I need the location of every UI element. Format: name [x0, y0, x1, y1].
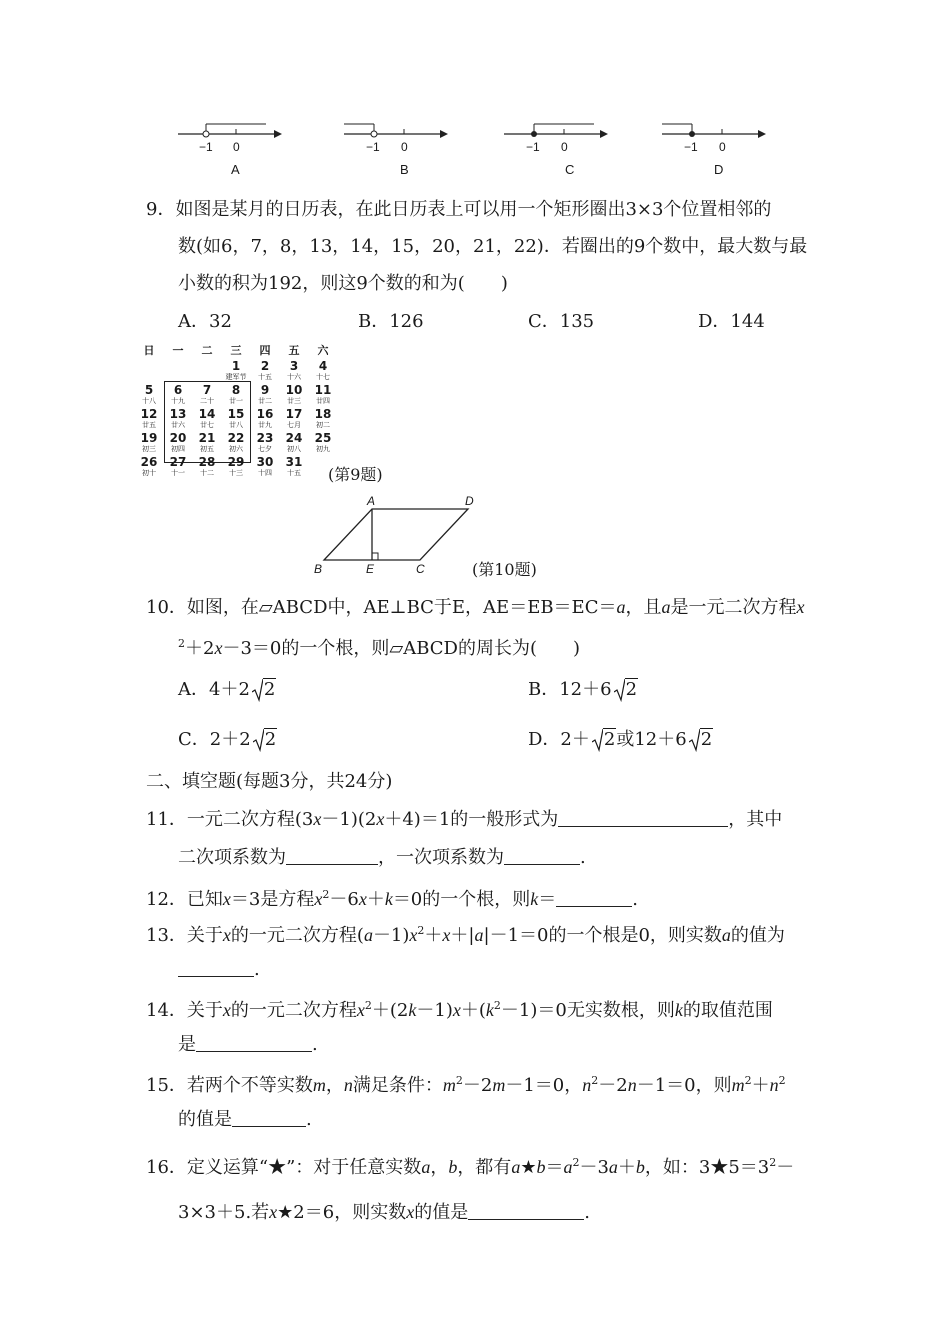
q9-option-d[interactable]: D．144: [698, 311, 765, 332]
q14-var: x: [356, 1000, 365, 1020]
calendar-weekday-header: 五: [288, 344, 300, 357]
sqrt-symbol: [689, 729, 713, 751]
calendar-day: 20: [169, 431, 187, 445]
q10-option-a-text: A．4＋2: [178, 679, 250, 700]
q11-text: ，其中: [728, 809, 783, 830]
calendar-lunar-date: 初四: [171, 445, 185, 453]
q15-var: m: [492, 1075, 506, 1095]
q12-text: .: [632, 889, 638, 910]
q11-text: －1)(2: [321, 809, 377, 830]
q14-text: .: [312, 1034, 318, 1055]
calendar-day: 13: [169, 407, 187, 421]
q14-text: ＋(: [460, 1000, 486, 1021]
q10-text-1: 如图，在▱ABCD中，AE⊥BC于E，AE＝EB＝EC＝: [186, 597, 617, 618]
q9-line2: 数(如6，7，8，13，14，15，20，21，22)．若圈出的9个数中，最大数与最: [178, 236, 808, 257]
q15-exp: 2: [591, 1074, 599, 1087]
q11-text: ，一次项系数为: [378, 847, 504, 868]
calendar-lunar-date: 廿一: [229, 397, 243, 405]
q11-answer-blank-quadratic-coef[interactable]: [286, 846, 378, 865]
q14-var: x: [452, 1000, 461, 1020]
q16-text: ，: [430, 1157, 449, 1178]
q15-var: n: [343, 1075, 353, 1095]
sqrt-symbol: [592, 729, 616, 751]
calendar-lunar-date: 十七: [316, 373, 330, 381]
q16-var: a: [421, 1157, 431, 1177]
calendar-lunar-date: 廿六: [171, 421, 185, 429]
q11-var: x: [313, 809, 322, 829]
numberline-a: [170, 118, 290, 178]
q15-text: －2: [462, 1075, 493, 1096]
q11-answer-blank-general-form[interactable]: [558, 808, 728, 827]
calendar-weekday-header: 四: [259, 344, 271, 357]
q13-text: 13．关于: [146, 925, 223, 946]
calendar-lunar-date: 初二: [316, 421, 330, 429]
q11-var: x: [376, 809, 385, 829]
calendar-figure: [135, 340, 335, 480]
q16-text: ，如：3★5＝3: [644, 1157, 770, 1178]
q16-exp: 2: [572, 1156, 580, 1169]
q10-option-a[interactable]: [178, 679, 276, 701]
q10-option-d-text: D．2＋: [528, 729, 590, 750]
q14-text: 14．关于: [146, 1000, 223, 1021]
calendar-day: 22: [227, 431, 245, 445]
parallelogram-figure: [310, 495, 480, 580]
q15-text: 15．若两个不等实数: [146, 1075, 313, 1096]
q13-var: x: [222, 925, 231, 945]
q12-text: －6: [329, 889, 359, 910]
q16-text: ＋: [617, 1157, 636, 1178]
numberline-b-caption: B: [400, 162, 409, 177]
calendar-day: 6: [173, 383, 183, 397]
calendar-day: 8: [231, 383, 241, 397]
numberline-d-neg-label: −1: [684, 140, 698, 154]
q9-option-b[interactable]: B．126: [358, 311, 424, 332]
q10-var-x2: x: [214, 638, 223, 658]
q13-text: ＋: [424, 925, 443, 946]
calendar-weekday-header: 日: [143, 344, 155, 357]
q13-text: 的一元二次方程(: [230, 925, 364, 946]
calendar-day: 31: [285, 455, 303, 469]
q13-text: ＋|: [450, 925, 475, 946]
calendar-lunar-date: 十三: [229, 469, 243, 477]
calendar-lunar-date: 七月: [287, 421, 301, 429]
calendar-day: 14: [198, 407, 216, 421]
calendar-lunar-date: 二十: [200, 397, 214, 405]
q12-var: k: [530, 889, 539, 909]
q14-text: 是: [178, 1034, 196, 1055]
q13-var: x: [442, 925, 451, 945]
calendar-lunar-date: 十四: [258, 469, 272, 477]
q14-text: －1)＝0无实数根，则: [500, 1000, 675, 1021]
q10-option-d-radicand2: 2: [700, 729, 713, 750]
vertex-e-label: E: [366, 562, 375, 576]
q16-text: .: [584, 1202, 590, 1223]
q16-answer-blank[interactable]: [468, 1201, 584, 1220]
calendar-day: 28: [198, 455, 216, 469]
q15-var: m: [731, 1075, 745, 1095]
q10-text-5: －3＝0的一个根，则▱ABCD的周长为( ): [222, 638, 581, 659]
q16-line1: [146, 1152, 794, 1179]
calendar-day: 21: [198, 431, 216, 445]
calendar-lunar-date: 初九: [316, 445, 330, 453]
q16-text: 16．定义运算“★”：对于任意实数: [146, 1157, 422, 1178]
q13-text: .: [254, 959, 260, 980]
q15-text: －2: [598, 1075, 628, 1096]
q10-option-d-radicand: 2: [603, 729, 616, 750]
q16-text: 的值是: [414, 1202, 469, 1223]
q10-var-x: x: [796, 597, 805, 617]
q13-var: x: [409, 925, 418, 945]
q11-line2: [178, 846, 586, 869]
q14-var: x: [222, 1000, 231, 1020]
calendar-day: 5: [144, 383, 154, 397]
q14-line2: [178, 1033, 318, 1056]
q12-line1: [146, 884, 638, 911]
q15-var: n: [627, 1075, 637, 1095]
calendar-day: 9: [260, 383, 270, 397]
q15-var: m: [312, 1075, 326, 1095]
q10-option-c-radicand: 2: [264, 729, 277, 750]
q16-var: a: [563, 1157, 573, 1177]
q10-option-b-radicand: 2: [625, 679, 638, 700]
q11-text: 11．一元二次方程(3: [146, 809, 314, 830]
q12-text: ＝: [538, 889, 557, 910]
calendar-lunar-date: 十八: [142, 397, 156, 405]
numberline-c-neg-label: −1: [526, 140, 540, 154]
q12-var: x: [358, 889, 367, 909]
sqrt-symbol: [252, 679, 276, 701]
q11-text: .: [580, 847, 586, 868]
q13-line2: [178, 958, 260, 981]
q12-text: 12．已知: [146, 889, 223, 910]
q15-line2: [178, 1108, 312, 1131]
q10-line1: [146, 596, 804, 619]
calendar-lunar-date: 十六: [287, 373, 301, 381]
q16-text: 3×3＋5.若: [178, 1202, 270, 1223]
q13-var: a: [363, 925, 373, 945]
q10-option-b-text: B．12＋6: [528, 679, 612, 700]
q10-option-b[interactable]: [528, 679, 638, 701]
sqrt-symbol: [614, 679, 638, 701]
calendar-lunar-date: 十二: [200, 469, 214, 477]
q14-var: k: [485, 1000, 494, 1020]
q14-var: k: [674, 1000, 683, 1020]
q13-var: a: [721, 925, 731, 945]
q10-text-2: ，且: [625, 597, 662, 618]
calendar-lunar-date: 初五: [200, 445, 214, 453]
calendar-day: 19: [140, 431, 158, 445]
q14-exp: 2: [364, 999, 372, 1012]
numberline-c-caption: C: [565, 162, 575, 177]
calendar-day: 18: [314, 407, 332, 421]
q9-option-a[interactable]: A．32: [178, 311, 232, 332]
q15-text: ，: [325, 1075, 344, 1096]
q10-number: 10．: [146, 597, 187, 618]
q15-var: n: [769, 1075, 779, 1095]
q11-text: ＋4)＝1的一般形式为: [384, 809, 559, 830]
q14-answer-blank[interactable]: [196, 1033, 312, 1052]
q14-exp: 2: [493, 999, 501, 1012]
calendar-lunar-date: 廿九: [258, 421, 272, 429]
vertex-c-label: C: [416, 562, 425, 576]
calendar-day: 29: [227, 455, 245, 469]
calendar-weekday-header: 一: [172, 344, 184, 357]
q15-exp: 2: [455, 1074, 463, 1087]
q10-caption: (第10题): [472, 560, 537, 579]
numberline-c: [500, 118, 620, 178]
calendar-day: 16: [256, 407, 274, 421]
q16-text: ★: [520, 1157, 537, 1178]
calendar-lunar-date: 初十: [142, 469, 156, 477]
q11-text: 二次项系数为: [178, 847, 286, 868]
q13-answer-blank[interactable]: [178, 958, 254, 977]
numberline-a-caption: A: [231, 162, 240, 177]
calendar-day: 7: [202, 383, 212, 397]
q12-answer-blank[interactable]: [556, 888, 632, 907]
q16-text: －3: [579, 1157, 609, 1178]
q9-line1: 9．如图是某月的日历表，在此日历表上可以用一个矩形圈出3×3个位置相邻的: [146, 199, 772, 220]
q13-exp: 2: [417, 924, 425, 937]
calendar-day: 10: [285, 383, 303, 397]
q15-var: n: [582, 1075, 592, 1095]
numberline-a-neg-label: −1: [199, 140, 213, 154]
numberline-c-zero-label: 0: [561, 140, 568, 154]
q15-text: .: [306, 1109, 312, 1130]
q15-text: －1＝0，: [505, 1075, 583, 1096]
q10-text-4: ＋2: [185, 638, 215, 659]
q15-var: m: [442, 1075, 456, 1095]
calendar-lunar-date: 初三: [142, 445, 156, 453]
q16-text: ＝: [545, 1157, 564, 1178]
q13-line1: [146, 920, 785, 947]
section-heading: 二、填空题(每题3分，共24分): [146, 771, 393, 792]
q10-option-d[interactable]: [528, 729, 713, 751]
q16-var: b: [536, 1157, 546, 1177]
calendar-lunar-date: 廿二: [258, 397, 272, 405]
calendar-lunar-date: 建军节: [225, 373, 247, 381]
numberline-a-zero-label: 0: [233, 140, 240, 154]
numberline-d-caption: D: [714, 162, 724, 177]
calendar-lunar-date: 十一: [171, 469, 185, 477]
calendar-lunar-date: 十五: [258, 373, 272, 381]
calendar-lunar-date: 廿七: [200, 421, 214, 429]
q16-text: ★2＝6，则实数: [277, 1202, 407, 1223]
sqrt-symbol: [253, 729, 277, 751]
calendar-day: 15: [227, 407, 245, 421]
q15-exp: 2: [778, 1074, 786, 1087]
calendar-day: 1: [231, 359, 241, 373]
q16-var: x: [269, 1202, 278, 1222]
q14-text: －1): [416, 1000, 453, 1021]
calendar-day: 3: [289, 359, 299, 373]
calendar-day: 26: [140, 455, 158, 469]
calendar-day: 27: [169, 455, 187, 469]
q10-text-3: 是一元二次方程: [670, 597, 797, 618]
q16-text: ，都有: [457, 1157, 512, 1178]
q16-var: b: [448, 1157, 458, 1177]
q15-text: ＋: [751, 1075, 770, 1096]
q10-line2: [178, 633, 580, 660]
q10-var-a2: a: [661, 597, 671, 617]
q10-option-a-radicand: 2: [263, 679, 276, 700]
q12-var: x: [222, 889, 231, 909]
q12-var: x: [314, 889, 323, 909]
calendar-day: 17: [285, 407, 303, 421]
q15-text: －1＝0，则: [636, 1075, 732, 1096]
calendar-day: 11: [314, 383, 332, 397]
q16-var: a: [608, 1157, 618, 1177]
vertex-a-label: A: [367, 494, 376, 508]
numberline-b-neg-label: −1: [366, 140, 380, 154]
q16-var: a: [511, 1157, 521, 1177]
q13-text: －1): [372, 925, 410, 946]
q12-text: ＝3是方程: [230, 889, 315, 910]
calendar-lunar-date: 廿三: [287, 397, 301, 405]
q14-var: k: [408, 1000, 417, 1020]
q13-var: a: [474, 925, 484, 945]
q12-text: ＝0的一个根，则: [392, 889, 531, 910]
calendar-lunar-date: 十九: [171, 397, 185, 405]
q16-var: b: [635, 1157, 645, 1177]
calendar-weekday-header: 三: [230, 344, 242, 357]
q16-line2: [178, 1201, 590, 1224]
calendar-day: 4: [318, 359, 328, 373]
q16-exp: 2: [769, 1156, 777, 1169]
calendar-day: 2: [260, 359, 270, 373]
numberline-b-zero-label: 0: [401, 140, 408, 154]
calendar-weekday-header: 二: [201, 344, 213, 357]
q15-answer-blank[interactable]: [232, 1108, 306, 1127]
q12-exp: 2: [322, 888, 330, 901]
q10-var-a: a: [616, 597, 626, 617]
calendar-day: 24: [285, 431, 303, 445]
q10-exp: 2: [178, 637, 185, 650]
q10-option-d-mid: 或12＋6: [616, 729, 687, 750]
q13-text: 的值为: [730, 925, 785, 946]
calendar-weekday-header: 六: [317, 344, 329, 357]
vertex-d-label: D: [465, 494, 474, 508]
q14-text: 的一元二次方程: [230, 1000, 357, 1021]
calendar-day: 30: [256, 455, 274, 469]
calendar-lunar-date: 十五: [287, 469, 301, 477]
q12-var: k: [384, 889, 393, 909]
q9-line3: 小数的积为192，则这9个数的和为( ): [178, 273, 508, 294]
numberline-d-zero-label: 0: [719, 140, 726, 154]
calendar-lunar-date: 廿四: [316, 397, 330, 405]
q9-caption: (第9题): [328, 465, 383, 484]
q16-var: x: [406, 1202, 415, 1222]
q14-text: 的取值范围: [682, 1000, 773, 1021]
calendar-lunar-date: 七夕: [258, 445, 272, 453]
calendar-lunar-date: 廿八: [229, 421, 243, 429]
q14-text: ＋(2: [371, 1000, 409, 1021]
calendar-day: 12: [140, 407, 158, 421]
q15-text: 的值是: [178, 1109, 232, 1130]
calendar-lunar-date: 初八: [287, 445, 301, 453]
q9-option-c[interactable]: C．135: [528, 311, 595, 332]
q15-line1: [146, 1070, 786, 1097]
calendar-day: 23: [256, 431, 274, 445]
q11-line1: [146, 808, 782, 831]
calendar-lunar-date: 廿五: [142, 421, 156, 429]
calendar-lunar-date: 初六: [229, 445, 243, 453]
q14-line1: [146, 995, 773, 1022]
q16-text: －: [776, 1157, 795, 1178]
q10-option-c-text: C．2＋2: [178, 729, 251, 750]
q15-exp: 2: [744, 1074, 752, 1087]
q15-text: 满足条件：: [352, 1075, 443, 1096]
q12-text: ＋: [366, 889, 385, 910]
q10-option-c[interactable]: [178, 729, 277, 751]
vertex-b-label: B: [314, 562, 323, 576]
q11-answer-blank-linear-coef[interactable]: [504, 846, 580, 865]
calendar-day: 25: [314, 431, 332, 445]
q13-text: |－1＝0的一个根是0，则实数: [483, 925, 722, 946]
